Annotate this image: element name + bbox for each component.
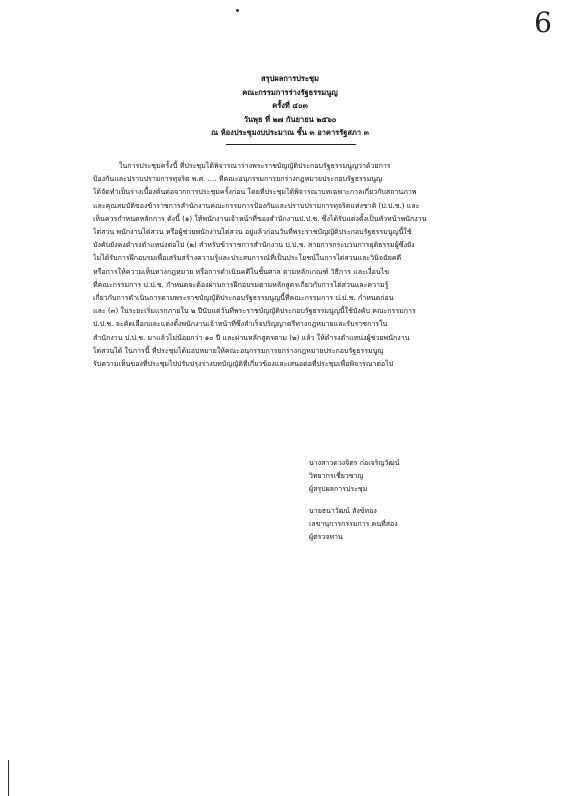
body-line: ไต่สวนได้ ในการนี้ ที่ประชุมได้มอบหมายให้คณะอนุกรรมการยกร่างกฎหมายประกอบรัฐธรรมนูญ — [93, 345, 384, 355]
body-line: ที่คณะกรรมการ ป.ป.ช. กำหนดจะต้องผ่านการฝึกอบรมตามหลักสูตรเกี่ยวกับการไต่สวนและความรู้ — [93, 279, 389, 289]
signer-position: เลขานุการกรรมการ คนที่สอง — [309, 520, 398, 529]
document-header — [150, 72, 430, 140]
signer-role: ผู้ตรวจทาน — [309, 532, 343, 541]
signer-role: ผู้สรุปผลการประชุม — [309, 484, 368, 493]
body-line: และ (๓) ในระยะเริ่มแรกภายใน ๒ ปีนับแต่วันที่พระราชบัญญัติประกอบรัฐธรรมนูญนี้ใช้บังคับ คณะกรรมการ — [93, 306, 416, 316]
body-line: ป้องกันและปราบปรามการทุจริต พ.ศ. .... ที่คณะอนุกรรมการยกร่างกฎหมายประกอบรัฐธรรมนูญ — [93, 174, 383, 184]
header-divider — [226, 144, 356, 145]
scan-edge-mark — [8, 760, 9, 796]
signer-name: นางสาวดวงจิตร ก่อเจริญวัฒน์ — [309, 459, 400, 467]
header-session: ครั้งที่ ๔๐๓ — [272, 101, 308, 110]
body-line: ได้จัดทำเป็นร่างเบื้องต้นต่อจากการประชุมครั้งก่อน โดยที่ประชุมได้พิจารณาบทเฉพาะกาลเกี่ยวกับสถานภาพ — [93, 187, 417, 197]
header-committee: คณะกรรมการร่างรัฐธรรมนูญ — [242, 87, 338, 97]
body-line: เห็นควรกำหนดหลักการ ดังนี้ (๑) ให้พนักงานเจ้าหน้าที่ของสำนักงานป.ป.ช. ซึ่งได้รับแต่งตั้งเป็นหัวหน้าพนักงาน — [93, 213, 427, 223]
body-line: บังคับยังคงดำรงตำแหน่งต่อไป (๒) สำหรับข้าราชการสำนักงาน ป.ป.ช. สายการกระบวนการยุติธรรมผู้ซึ่งยัง — [93, 240, 415, 250]
summary-body — [93, 159, 515, 370]
signature-block-reviewer — [309, 505, 509, 543]
page-number: 6 — [534, 6, 552, 39]
body-line: หรือการให้ความเห็นทางกฎหมาย หรือการดำเนินคดีในชั้นศาล ตามหลักเกณฑ์ วิธีการ และเงื่อนไข — [93, 266, 390, 276]
body-line: เกี่ยวกับการดำเนินการตามพระราชบัญญัติประกอบรัฐธรรมนูญนี้ที่คณะกรรมการ ป.ป.ช. กำหนดก่อน — [93, 293, 394, 303]
body-line: ไม่ได้รับการฝึกอบรมเพื่อเสริมสร้างความรู้และประสบการณ์ที่เป็นประโยชน์ในการไต่สวนและวินิจฉัยคดี — [93, 253, 402, 263]
signature-block-summarizer — [309, 457, 509, 495]
scan-speck — [236, 9, 239, 12]
header-date: วันพุธ ที่ ๒๗ กันยายน ๒๕๖๐ — [243, 114, 337, 124]
body-line: ไต่สวน พนักงานไต่สวน หรือผู้ช่วยพนักงานไต่สวน อยู่แล้วก่อนวันที่พระราชบัญญัติประกอบรัฐธรรมนูญนี้ใช้ — [93, 227, 412, 237]
body-line: ในการประชุมครั้งนี้ ที่ประชุมได้พิจารณาร่างพระราชบัญญัติประกอบรัฐธรรมนูญว่าด้วยการ — [119, 161, 391, 170]
signer-position: วิทยากรเชี่ยวชาญ — [309, 471, 364, 480]
header-venue: ณ ห้องประชุมงบประมาณ ชั้น ๓ อาคารรัฐสภา ๓ — [211, 128, 369, 137]
signature-section — [309, 457, 509, 554]
body-line: และคุณสมบัติของข้าราชการสำนักงานคณะกรรมการป้องกันและปราบปรามการทุจริตแห่งชาติ (ป.ป.ช.) และ — [93, 200, 420, 210]
body-line: รับความเห็นของที่ประชุมไปปรับปรุงร่างบทบัญญัติที่เกี่ยวข้องและเสนอต่อที่ประชุมเพื่อพิจารณาต่อไป — [93, 359, 394, 369]
signer-name: นายธนาวัฒน์ สังข์ทอง — [309, 507, 377, 516]
body-line: สำนักงาน ป.ป.ช. มาแล้วไม่น้อยกว่า ๑๐ ปี และผ่านหลักสูตรตาม (๒) แล้ว ให้ดำรงตำแหน่งผู้ช่วยพนักงาน — [93, 332, 410, 342]
body-line: ป.ป.ช. จะคัดเลือกและแต่งตั้งพนักงานเจ้าหน้าที่ซึ่งสำเร็จปริญญาตรีทางกฎหมายและรับราชการใน — [93, 319, 388, 329]
header-title: สรุปผลการประชุม — [261, 74, 319, 83]
